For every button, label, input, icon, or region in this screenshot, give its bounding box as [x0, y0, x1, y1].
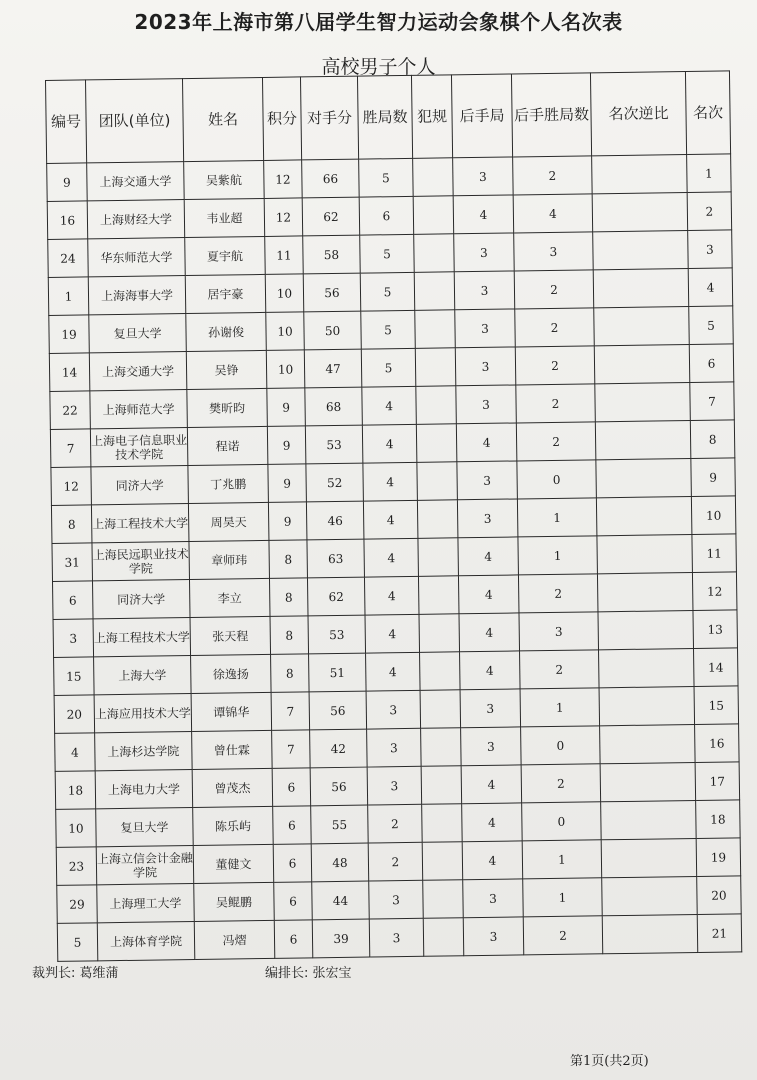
cell-number: 16	[47, 201, 88, 240]
cell-wins: 4	[363, 462, 418, 501]
cell-rank-ratio	[600, 762, 696, 801]
cell-number: 9	[47, 163, 88, 202]
cell-wins: 4	[363, 500, 418, 539]
cell-back-wins: 0	[522, 802, 602, 841]
cell-score: 12	[264, 160, 303, 199]
cell-score: 10	[265, 274, 304, 313]
cell-back-games: 4	[460, 651, 521, 690]
cell-back-wins: 2	[516, 384, 596, 423]
cell-name: 韦业超	[184, 198, 265, 237]
cell-team: 同济大学	[91, 466, 189, 505]
cell-rank: 5	[689, 306, 734, 345]
cell-rank: 11	[692, 534, 737, 573]
cell-rank: 15	[694, 686, 739, 725]
cell-rank: 19	[696, 838, 741, 877]
cell-score: 9	[267, 426, 306, 465]
cell-number: 18	[55, 771, 96, 810]
cell-opponent-score: 56	[303, 273, 361, 312]
cell-team: 上海理工大学	[97, 884, 195, 923]
cell-team: 同济大学	[92, 580, 190, 619]
cell-opponent-score: 58	[303, 235, 361, 274]
cell-opponent-score: 50	[304, 311, 362, 350]
cell-fouls	[414, 272, 455, 311]
cell-opponent-score: 39	[312, 919, 370, 958]
cell-fouls	[417, 462, 458, 501]
cell-back-wins: 2	[514, 270, 594, 309]
cell-rank: 14	[694, 648, 739, 687]
cell-back-wins: 2	[521, 764, 601, 803]
cell-back-games: 3	[454, 271, 515, 310]
header-rank: 名次	[685, 71, 730, 155]
cell-back-wins: 2	[513, 156, 593, 195]
cell-opponent-score: 63	[307, 539, 365, 578]
cell-back-wins: 2	[518, 574, 598, 613]
cell-rank-ratio	[596, 459, 692, 498]
cell-score: 11	[265, 236, 304, 275]
cell-score: 6	[274, 882, 313, 921]
cell-score: 9	[267, 388, 306, 427]
ranking-table	[45, 70, 742, 961]
cell-score: 7	[271, 692, 310, 731]
cell-rank-ratio	[601, 838, 697, 877]
cell-back-games: 3	[457, 461, 518, 500]
cell-rank: 4	[688, 268, 733, 307]
cell-back-wins: 1	[522, 840, 602, 879]
cell-team: 上海立信会计金融学院	[96, 846, 194, 885]
cell-rank: 16	[695, 724, 740, 763]
cell-number: 23	[56, 847, 97, 886]
cell-rank-ratio	[595, 383, 691, 422]
cell-number: 29	[57, 885, 98, 924]
cell-opponent-score: 47	[304, 349, 362, 388]
cell-score: 10	[266, 350, 305, 389]
cell-opponent-score: 52	[306, 463, 364, 502]
cell-back-games: 4	[458, 537, 519, 576]
cell-score: 12	[264, 198, 303, 237]
cell-wins: 4	[366, 652, 421, 691]
cell-number: 1	[48, 277, 89, 316]
cell-fouls	[421, 728, 462, 767]
cell-opponent-score: 53	[305, 425, 363, 464]
cell-wins: 4	[365, 614, 420, 653]
cell-number: 14	[49, 353, 90, 392]
cell-rank: 10	[691, 496, 736, 535]
cell-fouls	[420, 690, 461, 729]
cell-back-wins: 0	[517, 460, 597, 499]
cell-rank: 18	[696, 800, 741, 839]
cell-team: 上海电力大学	[95, 770, 193, 809]
cell-score: 6	[273, 806, 312, 845]
cell-back-wins: 2	[515, 308, 595, 347]
cell-rank: 20	[697, 876, 742, 915]
cell-team: 上海体育学院	[97, 921, 195, 960]
page-number: 第1页(共2页)	[570, 1054, 649, 1069]
cell-fouls	[420, 652, 461, 691]
table-header-row	[46, 71, 731, 164]
cell-back-wins: 1	[517, 498, 597, 537]
cell-name: 孙谢俊	[186, 312, 267, 351]
cell-back-games: 4	[462, 841, 523, 880]
cell-team: 上海海事大学	[88, 276, 186, 315]
cell-score: 6	[274, 920, 313, 959]
cell-fouls	[415, 348, 456, 387]
cell-name: 周昊天	[188, 502, 269, 541]
cell-back-games: 4	[458, 575, 519, 614]
cell-rank-ratio	[595, 421, 691, 460]
cell-name: 丁兆鹏	[188, 464, 269, 503]
cell-score: 8	[270, 616, 309, 655]
cell-rank-ratio	[597, 573, 693, 612]
cell-fouls	[416, 424, 457, 463]
cell-wins: 4	[362, 424, 417, 463]
table-body	[47, 154, 742, 961]
cell-fouls	[416, 386, 457, 425]
cell-opponent-score: 55	[311, 805, 369, 844]
cell-number: 22	[50, 391, 91, 430]
cell-team: 上海工程技术大学	[93, 618, 191, 657]
cell-name: 曾茂杰	[192, 768, 273, 807]
cell-team: 复旦大学	[89, 314, 187, 353]
cell-rank-ratio	[592, 155, 688, 194]
cell-rank: 13	[693, 610, 738, 649]
cell-team: 上海应用技术大学	[94, 694, 192, 733]
cell-fouls	[423, 880, 464, 919]
cell-back-games: 3	[457, 499, 518, 538]
cell-score: 8	[269, 540, 308, 579]
cell-fouls	[418, 538, 459, 577]
header-back-games: 后手局	[451, 74, 512, 158]
header-score: 积分	[262, 77, 301, 161]
cell-opponent-score: 48	[311, 843, 369, 882]
cell-rank-ratio	[599, 649, 695, 688]
cell-back-games: 3	[455, 347, 516, 386]
cell-back-games: 4	[453, 195, 514, 234]
cell-name: 谭锦华	[191, 692, 272, 731]
cell-team: 上海工程技术大学	[91, 504, 189, 543]
cell-fouls	[414, 234, 455, 273]
cell-team: 上海大学	[94, 656, 192, 695]
cell-fouls	[422, 842, 463, 881]
cell-score: 10	[266, 312, 305, 351]
cell-back-games: 3	[460, 689, 521, 728]
cell-back-wins: 1	[523, 878, 603, 917]
cell-rank: 21	[697, 914, 742, 953]
cell-opponent-score: 66	[302, 159, 360, 198]
cell-opponent-score: 46	[306, 501, 364, 540]
cell-number: 5	[57, 923, 98, 962]
cell-name: 冯熠	[194, 920, 275, 959]
cell-back-wins: 1	[518, 536, 598, 575]
cell-rank-ratio	[599, 686, 695, 725]
cell-number: 15	[54, 657, 95, 696]
cell-rank-ratio	[602, 914, 698, 953]
cell-back-games: 3	[456, 385, 517, 424]
cell-name: 居宇豪	[185, 274, 266, 313]
cell-back-wins: 2	[516, 422, 596, 461]
cell-name: 章师玮	[189, 540, 270, 579]
cell-back-games: 3	[453, 157, 514, 196]
cell-rank-ratio	[596, 497, 692, 536]
cell-team: 上海师范大学	[90, 390, 188, 429]
cell-back-games: 3	[463, 879, 524, 918]
cell-back-games: 4	[461, 765, 522, 804]
header-opponent-score: 对手分	[300, 76, 358, 160]
cell-name: 张天程	[190, 616, 271, 655]
cell-number: 10	[56, 809, 97, 848]
cell-opponent-score: 56	[309, 691, 367, 730]
cell-back-wins: 2	[520, 650, 600, 689]
cell-back-games: 4	[459, 613, 520, 652]
cell-score: 6	[273, 844, 312, 883]
cell-number: 4	[55, 733, 96, 772]
cell-fouls	[422, 804, 463, 843]
cell-opponent-score: 53	[308, 615, 366, 654]
cell-wins: 5	[359, 158, 414, 197]
cell-rank: 3	[688, 230, 733, 269]
cell-name: 曾仕霖	[192, 730, 273, 769]
cell-wins: 5	[361, 348, 416, 387]
cell-name: 吴铮	[186, 350, 267, 389]
cell-wins: 5	[360, 234, 415, 273]
cell-number: 31	[52, 543, 93, 582]
cell-wins: 4	[364, 576, 419, 615]
cell-score: 6	[272, 768, 311, 807]
cell-wins: 3	[366, 690, 421, 729]
cell-fouls	[421, 766, 462, 805]
cell-score: 7	[272, 730, 311, 769]
cell-wins: 5	[361, 310, 416, 349]
document-subtitle: 高校男子个人	[321, 56, 436, 78]
cell-fouls	[418, 576, 459, 615]
cell-back-wins: 4	[513, 194, 593, 233]
cell-number: 6	[53, 581, 94, 620]
cell-name: 徐逸扬	[191, 654, 272, 693]
cell-wins: 6	[359, 196, 414, 235]
cell-rank: 1	[687, 154, 732, 193]
cell-wins: 2	[368, 842, 423, 881]
cell-rank-ratio	[593, 231, 689, 270]
cell-wins: 2	[368, 804, 423, 843]
cell-number: 3	[53, 619, 94, 658]
cell-wins: 3	[367, 766, 422, 805]
cell-wins: 3	[369, 880, 424, 919]
header-number: 编号	[46, 80, 87, 164]
header-team: 团队(单位)	[86, 79, 184, 163]
cell-number: 20	[54, 695, 95, 734]
cell-number: 8	[51, 505, 92, 544]
cell-back-wins: 2	[515, 346, 595, 385]
cell-rank-ratio	[600, 724, 696, 763]
cell-team: 上海杉达学院	[95, 732, 193, 771]
cell-name: 夏宇航	[185, 236, 266, 275]
cell-rank: 7	[690, 382, 735, 421]
cell-wins: 3	[369, 918, 424, 957]
cell-number: 24	[48, 239, 89, 278]
cell-rank: 8	[690, 420, 735, 459]
cell-opponent-score: 42	[310, 729, 368, 768]
cell-back-wins: 2	[523, 916, 603, 955]
cell-wins: 3	[367, 728, 422, 767]
cell-back-games: 3	[454, 233, 515, 272]
cell-back-games: 4	[456, 423, 517, 462]
cell-team: 上海电子信息职业技术学院	[90, 428, 188, 467]
cell-back-games: 4	[462, 803, 523, 842]
cell-name: 吴鲲鹏	[194, 882, 275, 921]
cell-team: 上海交通大学	[89, 352, 187, 391]
cell-name: 李立	[189, 578, 270, 617]
cell-back-games: 3	[463, 917, 524, 956]
cell-fouls	[415, 310, 456, 349]
cell-opponent-score: 44	[312, 881, 370, 920]
cell-fouls	[413, 196, 454, 235]
cell-rank-ratio	[594, 307, 690, 346]
cell-score: 8	[271, 654, 310, 693]
header-name: 姓名	[182, 77, 263, 161]
cell-name: 吴紫航	[184, 160, 265, 199]
cell-opponent-score: 51	[309, 653, 367, 692]
cell-back-wins: 0	[521, 726, 601, 765]
cell-rank: 17	[695, 762, 740, 801]
cell-team: 复旦大学	[96, 808, 194, 847]
cell-name: 樊昕昀	[187, 388, 268, 427]
cell-fouls	[419, 614, 460, 653]
cell-team: 华东师范大学	[88, 238, 186, 277]
cell-back-wins: 1	[520, 688, 600, 727]
cell-rank-ratio	[594, 345, 690, 384]
cell-team: 上海民远职业技术学院	[92, 542, 190, 581]
cell-rank-ratio	[597, 535, 693, 574]
cell-back-games: 3	[455, 309, 516, 348]
cell-fouls	[423, 918, 464, 957]
cell-rank-ratio	[601, 800, 697, 839]
cell-rank-ratio	[602, 876, 698, 915]
cell-number: 12	[51, 467, 92, 506]
cell-opponent-score: 68	[305, 387, 363, 426]
cell-back-games: 3	[461, 727, 522, 766]
table-row	[57, 914, 741, 962]
cell-back-wins: 3	[514, 232, 594, 271]
cell-team: 上海财经大学	[87, 200, 185, 239]
cell-name: 陈乐屿	[193, 806, 274, 845]
cell-fouls	[417, 500, 458, 539]
cell-fouls	[413, 158, 454, 197]
chief-arranger: 编排长: 张宏宝	[265, 966, 352, 981]
cell-rank-ratio	[592, 193, 688, 232]
header-back-wins: 后手胜局数	[511, 73, 591, 157]
cell-name: 董健文	[193, 844, 274, 883]
cell-wins: 4	[364, 538, 419, 577]
header-fouls: 犯规	[411, 75, 452, 159]
cell-number: 19	[49, 315, 90, 354]
cell-opponent-score: 62	[302, 197, 360, 236]
cell-rank: 2	[687, 192, 732, 231]
header-wins: 胜局数	[357, 75, 412, 159]
document-title: 2023年上海市第八届学生智力运动会象棋个人名次表	[134, 10, 623, 34]
cell-rank: 6	[689, 344, 734, 383]
cell-team: 上海交通大学	[87, 162, 185, 201]
cell-score: 9	[268, 502, 307, 541]
cell-score: 9	[268, 464, 307, 503]
cell-opponent-score: 62	[307, 577, 365, 616]
cell-opponent-score: 56	[310, 767, 368, 806]
cell-rank: 9	[691, 458, 736, 497]
cell-wins: 4	[362, 386, 417, 425]
cell-wins: 5	[360, 272, 415, 311]
cell-rank-ratio	[593, 269, 689, 308]
header-rank-ratio: 名次逆比	[590, 72, 686, 156]
chief-judge: 裁判长: 葛维蒲	[32, 966, 119, 981]
cell-rank: 12	[692, 572, 737, 611]
cell-rank-ratio	[598, 611, 694, 650]
cell-number: 7	[50, 429, 91, 468]
cell-name: 程诺	[187, 426, 268, 465]
cell-score: 8	[269, 578, 308, 617]
cell-back-wins: 3	[519, 612, 599, 651]
